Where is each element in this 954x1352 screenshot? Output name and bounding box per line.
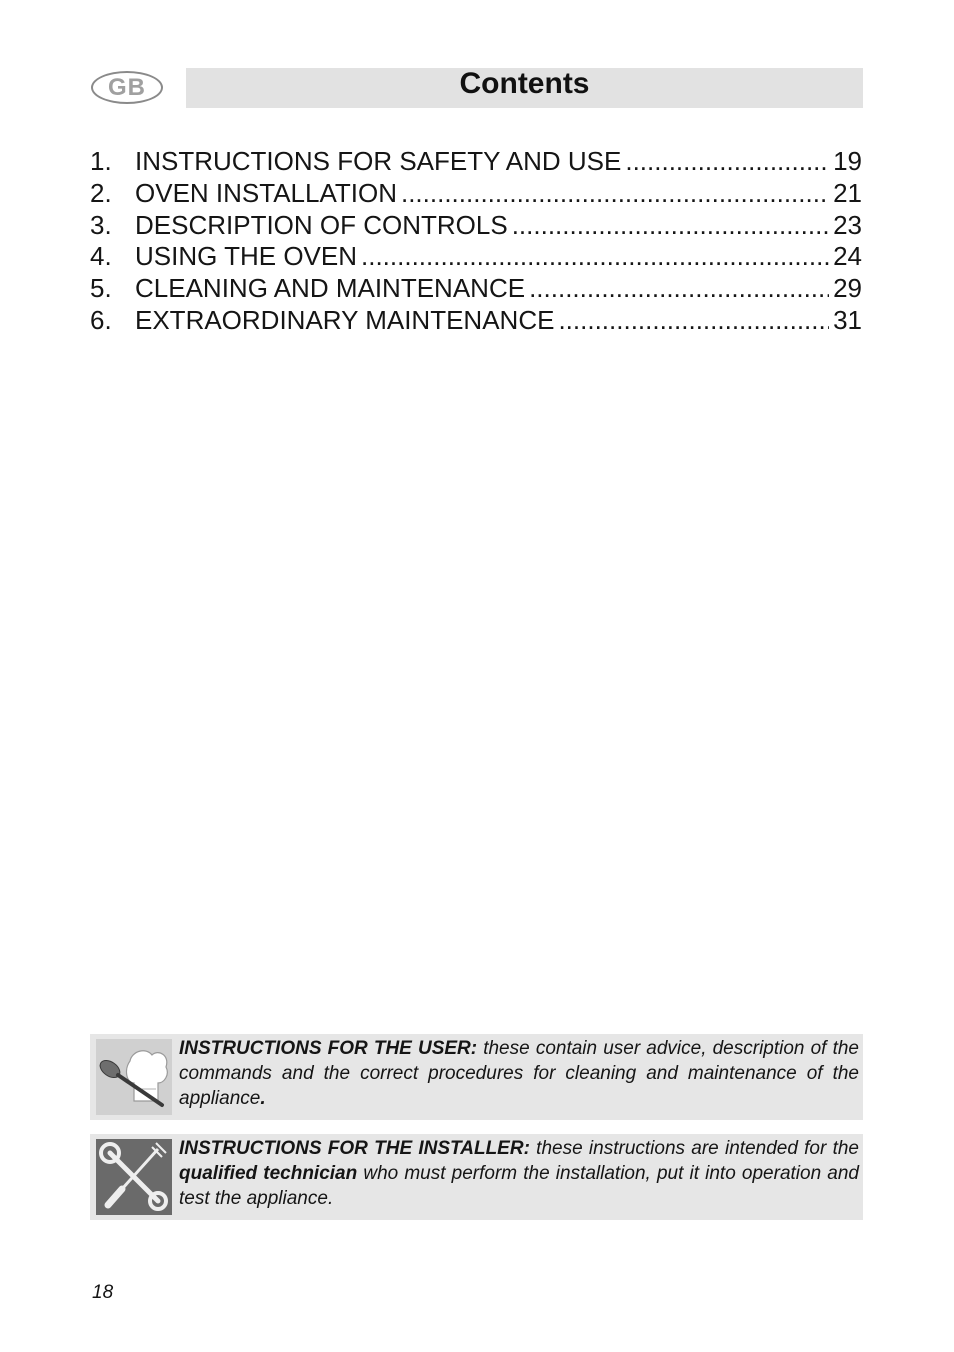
toc-entry-number: 6.	[90, 304, 112, 335]
toc-entry-number: 4.	[90, 241, 112, 272]
toc-leader-dots	[361, 241, 829, 273]
title-bar	[186, 68, 863, 108]
language-badge	[91, 71, 163, 104]
toc-entry-title: CLEANING AND MAINTENANCE	[135, 273, 526, 304]
page-number: 18	[92, 1282, 114, 1303]
user-instructions-text	[179, 1036, 859, 1111]
installer-instructions-body-a: these instructions are intended for the	[529, 1138, 860, 1159]
toc-entry-title: USING THE OVEN	[135, 241, 358, 272]
installer-instructions-lead: INSTRUCTIONS FOR THE INSTALLER:	[179, 1138, 530, 1159]
installer-instructions-body-b: who must perform the installation, put it into operation and test the appliance.	[179, 1163, 859, 1209]
toc-entry-title: EXTRAORDINARY MAINTENANCE	[135, 304, 555, 335]
toc-entry[interactable]	[90, 178, 862, 210]
page-title: Contents	[459, 67, 590, 100]
toc-entry-page: 19	[833, 146, 862, 176]
toc-entry-page: 21	[833, 177, 862, 208]
installer-instructions-text	[179, 1136, 859, 1211]
toc-entry[interactable]	[90, 241, 862, 273]
wrench-screwdriver-icon	[96, 1139, 172, 1215]
toc-leader-dots	[529, 273, 829, 305]
toc-entry[interactable]	[90, 146, 862, 178]
toc-entry[interactable]	[90, 210, 862, 242]
toc-entry-page: 24	[833, 241, 862, 272]
table-of-contents	[90, 146, 862, 337]
toc-leader-dots	[401, 178, 829, 210]
toc-entry-number: 1.	[90, 146, 112, 176]
language-badge-label: GB	[108, 73, 146, 101]
toc-entry[interactable]	[90, 273, 862, 305]
user-instructions-lead: INSTRUCTIONS FOR THE USER:	[179, 1038, 478, 1059]
user-instructions-tail: .	[260, 1088, 266, 1109]
toc-entry-title: DESCRIPTION OF CONTROLS	[135, 209, 508, 240]
toc-entry-title: INSTRUCTIONS FOR SAFETY AND USE	[135, 146, 622, 176]
toc-entry-page: 29	[833, 273, 862, 304]
toc-entry-number: 3.	[90, 209, 112, 240]
toc-entry-title: OVEN INSTALLATION	[135, 177, 397, 208]
user-instructions-note	[90, 1034, 863, 1120]
toc-leader-dots	[625, 146, 829, 178]
installer-instructions-strong: qualified technician	[179, 1163, 358, 1184]
toc-leader-dots	[512, 210, 829, 242]
toc-entry-number: 2.	[90, 177, 112, 208]
installer-instructions-note	[90, 1134, 863, 1220]
toc-leader-dots	[558, 305, 829, 337]
toc-entry-page: 31	[833, 304, 862, 335]
user-instructions-body: these contain user advice, description of the commands and the correct procedures for cleaning and maintenance of the appliance	[179, 1038, 859, 1109]
toc-entry-number: 5.	[90, 273, 112, 304]
spoon-chef-hat-icon	[96, 1039, 172, 1115]
toc-entry[interactable]	[90, 305, 862, 337]
toc-entry-page: 23	[833, 209, 862, 240]
